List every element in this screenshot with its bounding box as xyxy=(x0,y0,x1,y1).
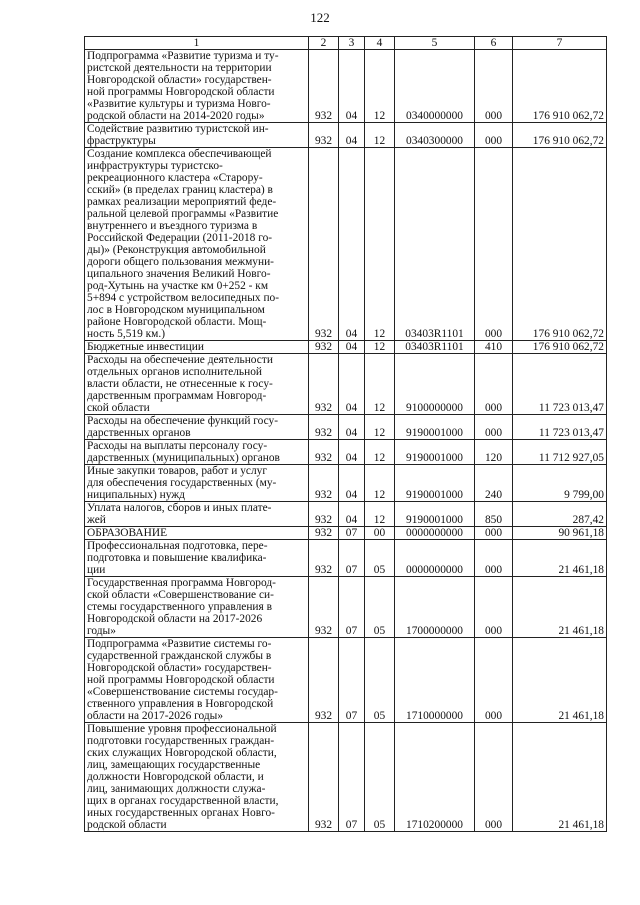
row-section-code: 07 xyxy=(339,527,365,540)
row-amount: 21 461,18 xyxy=(513,723,607,832)
row-target-article: 0340300000 xyxy=(395,123,475,148)
row-expense-type: 000 xyxy=(475,354,513,415)
row-name-cell xyxy=(85,527,309,540)
row-section-code: 04 xyxy=(339,341,365,354)
row-description: Бюджетные инвестиции xyxy=(87,341,204,353)
row-name-cell xyxy=(85,50,309,123)
row-ministry-code: 932 xyxy=(309,148,339,341)
row-ministry-code: 932 xyxy=(309,354,339,415)
row-description: Создание комплекса обеспечивающей инфраструктуры туристско- рекреационного кластера «Старору- сский» (в пределах границ кластера) в рамках реализации мероприятий феде- ральной целевой программы «Развитие внутреннего и въездного туризма в Российской Федерации (2011-2018 го- ды)» (Реконструкция автомобильной дороги общего пользования межмуни- ципального значения Великий Новго- род-Хутынь на участке км 0+252 - км 5+894 с устройством велосипедных по- лос в Новгородском муниципальном районе Новгородской области. Мощ- ность 5,519 км.) xyxy=(87,148,280,340)
row-description: Расходы на обеспечение функций госу- дарственных органов xyxy=(87,415,279,439)
table-row xyxy=(85,723,607,832)
row-description: Расходы на обеспечение деятельности отдельных органов исполнительной власти области, не отнесенные к госу- дарственным программам Новгород- ской области xyxy=(87,354,273,414)
table-row xyxy=(85,540,607,577)
row-amount: 176 910 062,72 xyxy=(513,50,607,123)
row-subsection-code: 12 xyxy=(365,50,395,123)
row-ministry-code: 932 xyxy=(309,123,339,148)
row-name-cell xyxy=(85,723,309,832)
table-row xyxy=(85,341,607,354)
row-amount: 11 723 013,47 xyxy=(513,415,607,440)
header-col-4: 4 xyxy=(365,37,395,50)
row-target-article: 0000000000 xyxy=(395,540,475,577)
row-name-cell xyxy=(85,540,309,577)
row-ministry-code: 932 xyxy=(309,440,339,465)
row-expense-type: 000 xyxy=(475,415,513,440)
row-expense-type: 000 xyxy=(475,540,513,577)
row-target-article: 9100000000 xyxy=(395,354,475,415)
row-name-cell xyxy=(85,440,309,465)
table-row xyxy=(85,577,607,638)
header-col-2: 2 xyxy=(309,37,339,50)
row-ministry-code: 932 xyxy=(309,723,339,832)
row-target-article: 1710200000 xyxy=(395,723,475,832)
row-subsection-code: 12 xyxy=(365,465,395,502)
row-ministry-code: 932 xyxy=(309,527,339,540)
table-row xyxy=(85,527,607,540)
table-row xyxy=(85,465,607,502)
row-amount: 287,42 xyxy=(513,502,607,527)
budget-table xyxy=(84,36,607,832)
row-description: Уплата налогов, сборов и иных плате- жей xyxy=(87,502,272,526)
row-target-article: 0340000000 xyxy=(395,50,475,123)
row-subsection-code: 05 xyxy=(365,540,395,577)
row-amount: 21 461,18 xyxy=(513,540,607,577)
row-ministry-code: 932 xyxy=(309,50,339,123)
row-description: Иные закупки товаров, работ и услуг для обеспечения государственных (му- ниципальных) нужд xyxy=(87,465,277,501)
row-section-code: 07 xyxy=(339,540,365,577)
row-name-cell xyxy=(85,123,309,148)
row-name-cell xyxy=(85,577,309,638)
row-name-cell xyxy=(85,341,309,354)
row-target-article: 9190001000 xyxy=(395,440,475,465)
row-description: ОБРАЗОВАНИЕ xyxy=(87,527,168,539)
row-expense-type: 410 xyxy=(475,341,513,354)
row-ministry-code: 932 xyxy=(309,502,339,527)
row-target-article: 9190001000 xyxy=(395,465,475,502)
page-number: 122 xyxy=(310,10,330,25)
row-amount: 9 799,00 xyxy=(513,465,607,502)
row-name-cell xyxy=(85,638,309,723)
table-row xyxy=(85,123,607,148)
row-subsection-code: 05 xyxy=(365,577,395,638)
row-expense-type: 850 xyxy=(475,502,513,527)
row-description: Государственная программа Новгород- ской области «Совершенствование си- стемы государственного управления в Новгородской области на 2017-2026 годы» xyxy=(87,577,276,637)
row-target-article: 9190001000 xyxy=(395,502,475,527)
table-row xyxy=(85,50,607,123)
row-section-code: 04 xyxy=(339,440,365,465)
row-name-cell xyxy=(85,465,309,502)
row-ministry-code: 932 xyxy=(309,638,339,723)
row-subsection-code: 00 xyxy=(365,527,395,540)
header-col-3: 3 xyxy=(339,37,365,50)
table-row xyxy=(85,148,607,341)
row-subsection-code: 12 xyxy=(365,440,395,465)
row-amount: 21 461,18 xyxy=(513,638,607,723)
header-col-5: 5 xyxy=(395,37,475,50)
row-expense-type: 120 xyxy=(475,440,513,465)
row-subsection-code: 12 xyxy=(365,148,395,341)
row-ministry-code: 932 xyxy=(309,465,339,502)
row-expense-type: 000 xyxy=(475,638,513,723)
row-ministry-code: 932 xyxy=(309,341,339,354)
table-row xyxy=(85,415,607,440)
row-amount: 176 910 062,72 xyxy=(513,148,607,341)
row-subsection-code: 12 xyxy=(365,341,395,354)
row-description: Повышение уровня профессиональной подготовки государственных граждан- ских служащих Новгородской области, лиц, замещающих государственные должности Новгородской области, и лиц, занимающих должности служа- щих в органах государственной власти, иных государственных органах Новго- родской области xyxy=(87,723,279,831)
row-expense-type: 000 xyxy=(475,123,513,148)
row-target-article: 1700000000 xyxy=(395,577,475,638)
row-description: Подпрограмма «Развитие туризма и ту- ристской деятельности на территории Новгородской области» государствен- ной программы Новгородской области «Развитие культуры и туризма Новго- родской области на 2014-2020 годы» xyxy=(87,50,279,122)
row-section-code: 04 xyxy=(339,502,365,527)
row-subsection-code: 05 xyxy=(365,638,395,723)
row-expense-type: 000 xyxy=(475,148,513,341)
row-expense-type: 000 xyxy=(475,723,513,832)
row-amount: 176 910 062,72 xyxy=(513,341,607,354)
row-target-article: 0000000000 xyxy=(395,527,475,540)
row-expense-type: 000 xyxy=(475,527,513,540)
table-row xyxy=(85,502,607,527)
row-target-article: 03403R1101 xyxy=(395,148,475,341)
row-subsection-code: 12 xyxy=(365,354,395,415)
row-subsection-code: 05 xyxy=(365,723,395,832)
row-section-code: 04 xyxy=(339,123,365,148)
row-description: Содействие развитию туристской ин- фраструктуры xyxy=(87,123,269,147)
row-target-article: 1710000000 xyxy=(395,638,475,723)
row-amount: 90 961,18 xyxy=(513,527,607,540)
row-expense-type: 000 xyxy=(475,577,513,638)
table-row xyxy=(85,440,607,465)
row-name-cell xyxy=(85,415,309,440)
row-name-cell xyxy=(85,148,309,341)
row-description: Подпрограмма «Развитие системы го- сударственной гражданской службы в Новгородской области» государствен- ной программы Новгородской области «Совершенствование системы государ- ственного управления в Новгородской области на 2017-2026 годы» xyxy=(87,638,278,722)
row-ministry-code: 932 xyxy=(309,415,339,440)
row-section-code: 04 xyxy=(339,465,365,502)
row-description: Профессиональная подготовка, пере- подготовка и повышение квалифика- ции xyxy=(87,540,268,576)
row-ministry-code: 932 xyxy=(309,540,339,577)
row-section-code: 07 xyxy=(339,723,365,832)
row-subsection-code: 12 xyxy=(365,415,395,440)
row-ministry-code: 932 xyxy=(309,577,339,638)
header-col-1: 1 xyxy=(85,37,309,50)
row-name-cell xyxy=(85,354,309,415)
table-row xyxy=(85,638,607,723)
header-col-6: 6 xyxy=(475,37,513,50)
row-expense-type: 000 xyxy=(475,50,513,123)
header-col-7: 7 xyxy=(513,37,607,50)
row-amount: 11 723 013,47 xyxy=(513,354,607,415)
row-section-code: 04 xyxy=(339,415,365,440)
table-row xyxy=(85,354,607,415)
row-expense-type: 240 xyxy=(475,465,513,502)
row-target-article: 9190001000 xyxy=(395,415,475,440)
row-subsection-code: 12 xyxy=(365,502,395,527)
row-name-cell xyxy=(85,502,309,527)
row-target-article: 03403R1101 xyxy=(395,341,475,354)
row-amount: 21 461,18 xyxy=(513,577,607,638)
row-amount: 11 712 927,05 xyxy=(513,440,607,465)
row-section-code: 07 xyxy=(339,638,365,723)
row-subsection-code: 12 xyxy=(365,123,395,148)
table-header-row xyxy=(85,37,607,50)
row-section-code: 07 xyxy=(339,577,365,638)
row-section-code: 04 xyxy=(339,148,365,341)
row-section-code: 04 xyxy=(339,354,365,415)
row-section-code: 04 xyxy=(339,50,365,123)
row-amount: 176 910 062,72 xyxy=(513,123,607,148)
row-description: Расходы на выплаты персоналу госу- дарственных (муниципальных) органов xyxy=(87,440,280,464)
